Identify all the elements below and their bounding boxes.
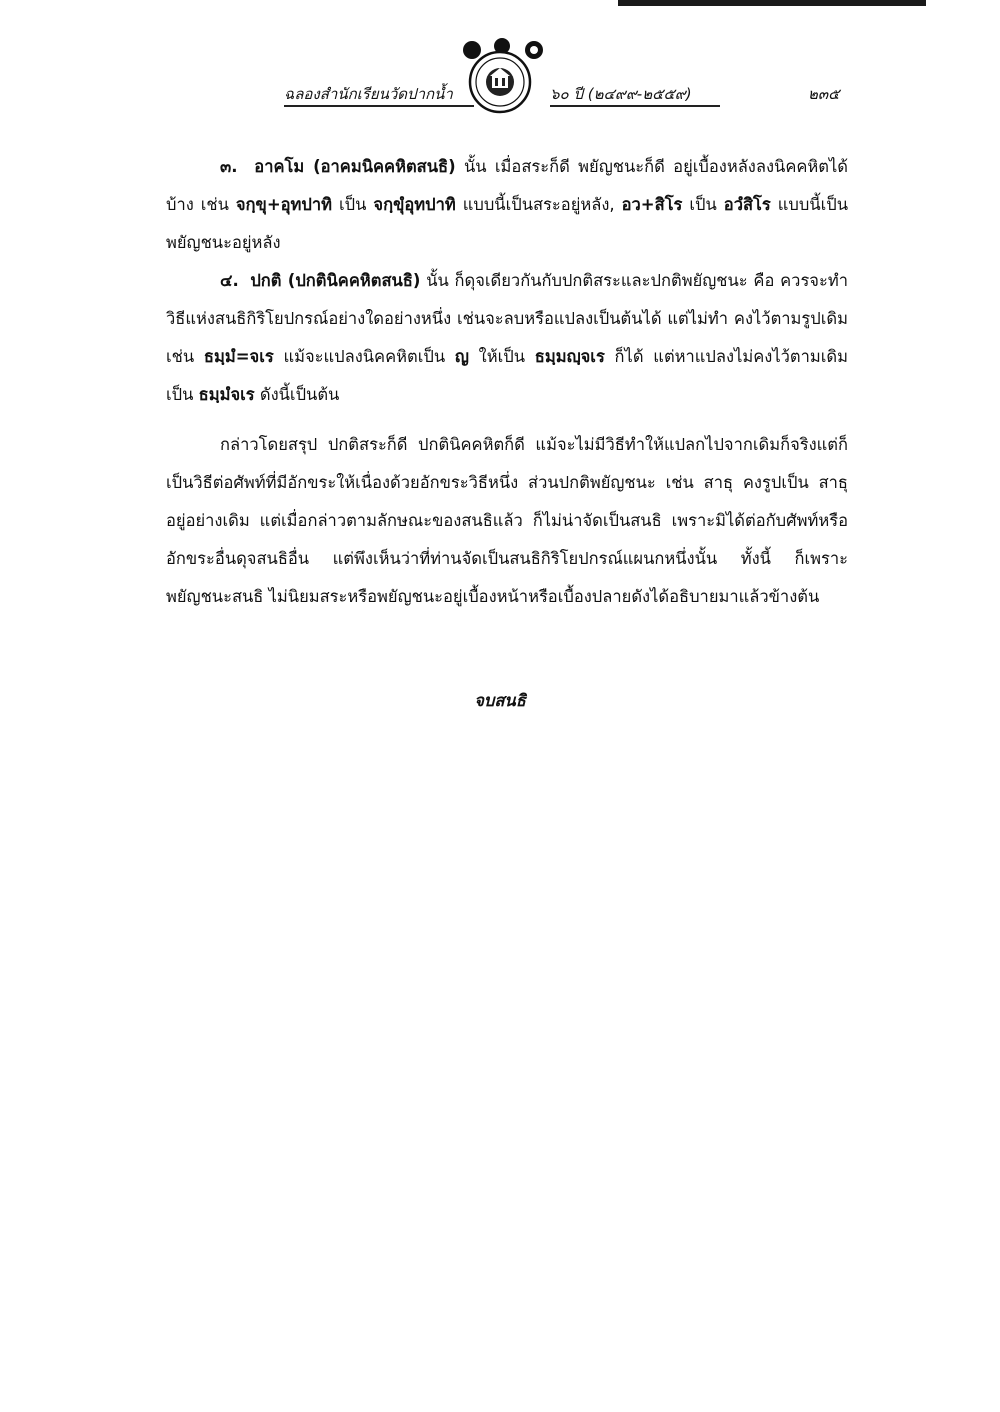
example-term: ธมฺมํ=จเร [203,347,274,366]
example-term: อว+สิโร [621,195,683,214]
paragraph-text: แบบนี้เป็นสระอยู่หลัง, [455,195,622,214]
term-heading: อาคโม (อาคมนิคคหิตสนธิ) [254,157,456,176]
page-body [166,148,848,616]
header-center-title: ๖๐ ปี (๒๔๙๙-๒๕๕๙) [550,85,692,103]
paragraph-text: นั้น เมื่อสระก็ดี พยัญชนะก็ดี อยู่เบื้องหลังลงนิคคหิตได้บ้าง เช่น [166,157,848,214]
paragraph-text: เป็น [332,195,374,214]
item-number: ๔. [220,271,239,290]
paragraph-text: ให้เป็น [468,347,535,366]
paragraph-text: แม้จะแปลงนิคคหิตเป็น [273,347,455,366]
example-term: ธมฺมญฺจเร [534,347,605,366]
example-term: อวํสิโร [723,195,771,214]
paragraph-4 [166,262,848,414]
header-rule-right [550,105,720,107]
term-heading: ปกติ (ปกตินิคคหิตสนธิ) [250,271,421,290]
example-term: จกฺขุ+อุทปาทิ [235,195,333,214]
paragraph-text: แบบนี้เป็นพยัญชนะอยู่หลัง [166,195,848,252]
item-number: ๓. [220,157,238,176]
example-term: ญ [454,347,469,366]
paragraph-text: เป็น [682,195,724,214]
header-rule-left [284,105,474,107]
page-header [272,38,862,118]
example-term: ธมฺมํจเร [198,385,255,404]
scan-edge-bar [618,0,926,6]
paragraph-text: ก็ได้ แต่หาแปลงไม่คงไว้ตามเดิม เป็น [166,347,848,404]
paragraph-text: นั้น ก็ดุจเดียวกันกับปกติสระและปกติพยัญชนะ คือ ควรจะทำวิธีแห่งสนธิกิริโยปกรณ์อย่างใดอย่างหนึ่ง เช่นจะลบหรือแปลงเป็นต้นได้ แต่ไม่ทำ คงไว้ตามรูปเดิม เช่น [166,271,848,366]
paragraph-text: ดังนี้เป็นต้น [254,385,340,404]
summary-paragraph: กล่าวโดยสรุป ปกติสระก็ดี ปกตินิคคหิตก็ดี แม้จะไม่มีวิธีทำให้แปลกไปจากเดิมก็จริงแต่ก็เป็นวิธีต่อศัพท์ที่มีอักขระให้เนื่องด้วยอักขระวิธีหนึ่ง ส่วนปกติพยัญชนะ เช่น สาธุ คงรูปเป็น สาธุ อยู่อย่างเดิม แต่เมื่อกล่าวตามลักษณะของสนธิแล้ว ก็ไม่น่าจัดเป็นสนธิ เพราะมิได้ต่อกับศัพท์หรืออักขระอื่นดุจสนธิอื่น แต่พึงเห็นว่าที่ท่านจัดเป็นสนธิกิริโยปกรณ์แผนกหนึ่งนั้น ทั้งนี้ ก็เพราะพยัญชนะสนธิ ไม่นิยมสระหรือพยัญชนะอยู่เบื้องหน้าหรือเบื้องปลายดังได้อธิบายมาแล้วข้างต้น [166,435,848,606]
example-term: จกฺขุํอุทปาทิ [373,195,456,214]
header-left-title: ฉลองสำนักเรียนวัดปากน้ำ [284,85,453,103]
section-ending: จบสนธิ [474,691,526,710]
seal-emblem-icon [454,38,550,120]
paragraph-3 [166,148,848,262]
page-number: ๒๓๕ [808,85,840,103]
